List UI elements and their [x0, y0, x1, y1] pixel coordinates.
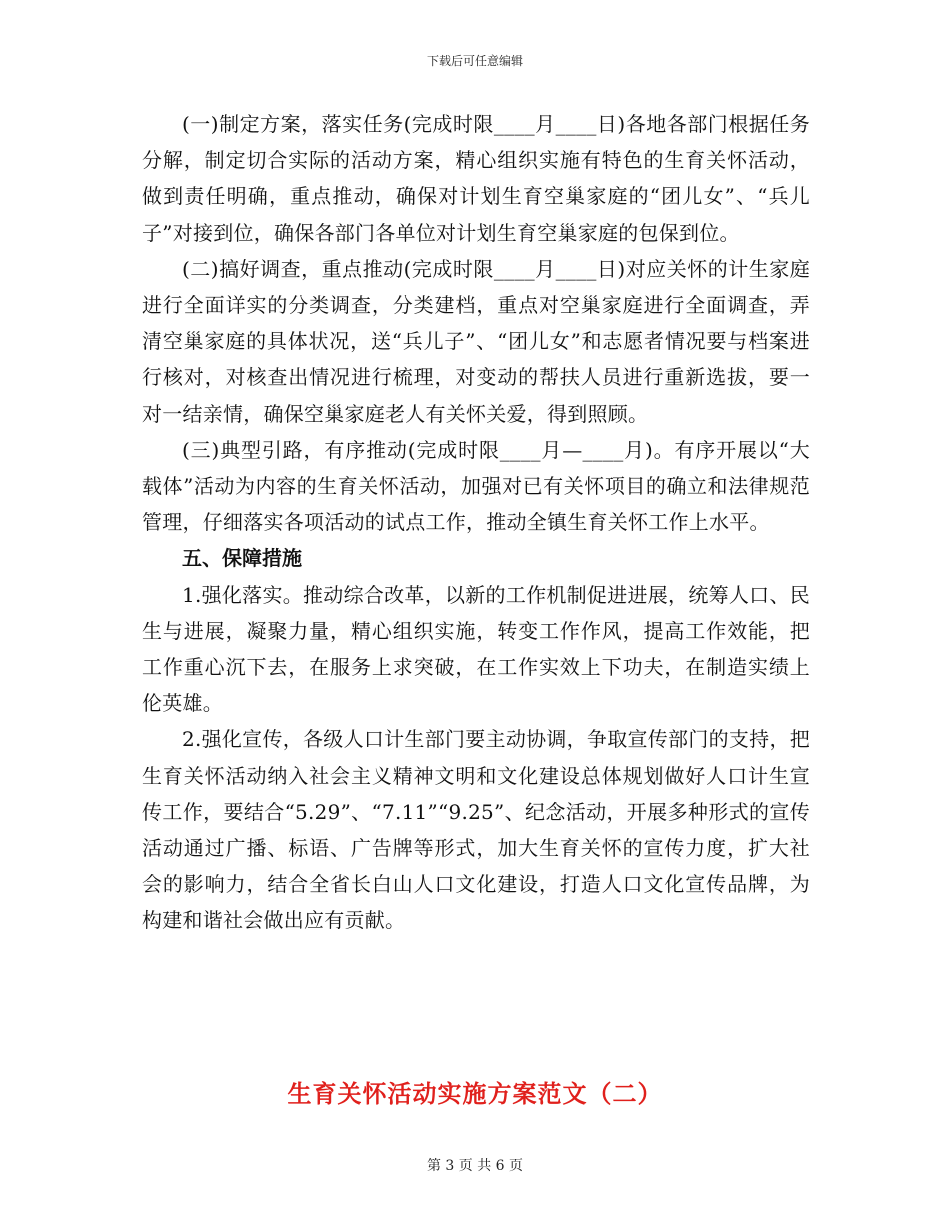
paragraph-1: (一)制定方案，落实任务(完成时限____月____日)各地各部门根据任务分解，制定切合实际的活动方案，精心组织实施有特色的生育关怀活动，做到责任明确，重点推动，确保对计划生育空巢家庭的“团儿女”、“兵儿子”对接到位，确保各部门各单位对计划生育空巢家庭的包保到位。 [142, 112, 810, 245]
next-document-title: 生育关怀活动实施方案范文（二） [287, 1080, 663, 1108]
document-body [142, 106, 810, 939]
page-footer [0, 1155, 950, 1175]
page-number: 第 3 页 共 6 页 [426, 1158, 524, 1174]
paragraph-2: (二)搞好调查，重点推动(完成时限____月____日)对应关怀的计生家庭进行全面详实的分类调查，分类建档，重点对空巢家庭进行全面调查，弄清空巢家庭的具体状况，送“兵儿子”、“团儿女”和志愿者情况要与档案进行核对，对核查出情况进行梳理，对变动的帮扶人员进行重新选拔，要一对一结亲情，确保空巢家庭老人有关怀关爱，得到照顾。 [142, 256, 810, 426]
page-header: 下载后可任意编辑 [426, 54, 523, 68]
paragraph-3: (三)典型引路，有序推动(完成时限____月—____月)。有序开展以“大载体”活动为内容的生育关怀活动，加强对已有关怀项目的确立和法律规范管理，仔细落实各项活动的试点工作，推动全镇生育关怀工作上水平。 [142, 437, 810, 535]
section-heading-safeguards: 五、保障措施 [182, 546, 302, 571]
safeguard-item-2: 2.强化宣传，各级人口计生部门要主动协调，争取宣传部门的支持，把生育关怀活动纳入社会主义精神文明和文化建设总体规划做好人口计生宣传工作，要结合“5.29”、“7.11”“9.25”、纪念活动，开展多种形式的宣传活动通过广播、标语、广告牌等形式，加大生育关怀的宣传力度，扩大社会的影响力，结合全省长白山人口文化建设，打造人口文化宣传品牌，为构建和谐社会做出应有贡献。 [142, 727, 810, 933]
safeguard-item-1: 1.强化落实。推动综合改革，以新的工作机制促进进展，统筹人口、民生与进展，凝聚力量，精心组织实施，转变工作作风，提高工作效能，把工作重心沉下去，在服务上求突破，在工作实效上下功夫，在制造实绩上伦英雄。 [142, 582, 810, 716]
